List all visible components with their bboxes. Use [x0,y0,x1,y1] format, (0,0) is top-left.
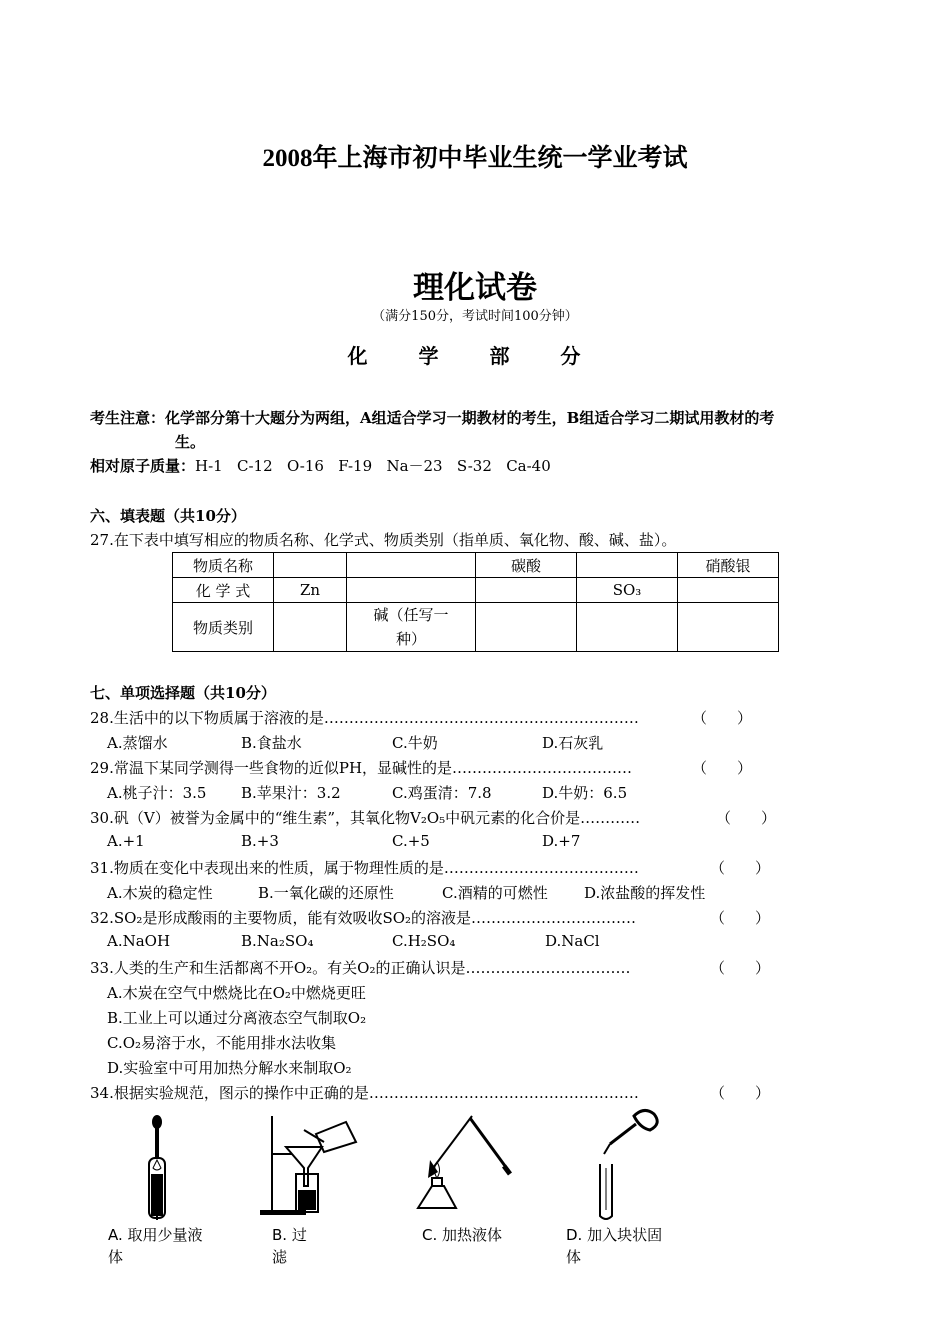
option-a[interactable]: A.桃子汁：3.5 [107,784,207,802]
q30-stem: 30.矾（V）被誉为金属中的“维生素”，其氧化物V₂O₅中矾元素的化合价是………… [90,809,641,827]
candidate-notice [90,406,870,454]
figure-caption-b [272,1224,307,1268]
solid-adding-figure[interactable] [590,1106,670,1226]
option-b[interactable]: B.工业上可以通过分离液态空气制取O₂ [107,1009,367,1027]
q32-stem: 32.SO₂是形成酸雨的主要物质，能有效吸收SO₂的溶液是…………………………… [90,909,637,927]
figure-caption-a [108,1224,203,1268]
caption-line: B. 过 [272,1226,307,1244]
caption-line: A. 取用少量液 [108,1226,203,1244]
table-cell[interactable] [678,578,779,603]
exam-title: 2008年上海市初中毕业生统一学业考试 [262,145,688,172]
option-a[interactable]: A.+1 [107,832,145,850]
atomic-mass-label: 相对原子质量： [90,457,196,475]
option-b[interactable]: B.+3 [241,832,279,850]
cell-text-line: 碱（任写一 [373,606,449,624]
option-c[interactable]: C.鸡蛋清：7.8 [392,784,492,802]
caption-line: D. 加入块状固 [566,1226,663,1244]
q29-stem: 29.常温下某同学测得一些食物的近似PH，显碱性的是……………………………… [90,759,633,777]
caption-line: 体 [566,1248,582,1266]
dropper-figure[interactable] [130,1112,190,1232]
option-d[interactable]: D.NaCl [545,932,600,950]
option-d[interactable]: D.石灰乳 [542,734,604,752]
q33-stem: 33.人类的生产和生活都离不开O₂。有关O₂的正确认识是…………………………… [90,959,631,977]
cell-text-line: 种） [395,630,426,648]
option-c[interactable]: C.+5 [392,832,430,850]
answer-blank[interactable]: （ ） [716,809,777,827]
option-d[interactable]: D.+7 [542,832,581,850]
substance-table [172,552,779,652]
table-cell[interactable] [347,578,476,603]
table-cell[interactable] [274,603,347,652]
q28-stem: 28.生活中的以下物质属于溶液的是……………………………………………………… [90,709,639,727]
option-d[interactable]: D.牛奶：6.5 [542,784,628,802]
q27-stem: 27.在下表中填写相应的物质名称、化学式、物质类别（指单质、氧化物、酸、碱、盐）。 [90,531,677,549]
table-cell[interactable] [577,603,678,652]
atomic-mass-values: H-1 C-12 O-16 F-19 Na－23 S-32 Ca-40 [195,457,551,475]
table-row [173,578,779,603]
table-cell: 化 学 式 [173,578,274,603]
table-cell: 硝酸银 [678,553,779,578]
paper-subtitle: （满分150分，考试时间100分钟） [372,309,578,324]
table-cell[interactable] [476,578,577,603]
answer-blank[interactable]: （ ） [710,959,771,977]
table-cell: Zn [274,578,347,603]
table-cell: 碳酸 [476,553,577,578]
answer-blank[interactable]: （ ） [710,1084,771,1102]
notice-label: 考生注意： [90,409,166,427]
option-a[interactable]: A.木炭的稳定性 [107,884,213,902]
q34-stem: 34.根据实验规范，图示的操作中正确的是……………………………………………… [90,1084,639,1102]
option-d[interactable]: D.实验室中可用加热分解水来制取O₂ [107,1059,352,1077]
figure-caption-d [566,1224,662,1268]
answer-blank[interactable]: （ ） [710,909,771,927]
answer-blank[interactable]: （ ） [692,709,753,727]
option-a[interactable]: A.蒸馏水 [107,734,168,752]
notice-text-line2: 生。 [175,433,206,451]
option-b[interactable]: B.食盐水 [241,734,302,752]
section-title: 化 学 部 分 [347,344,603,368]
caption-line: 滤 [272,1248,288,1266]
filtration-figure[interactable] [258,1112,363,1217]
paper-title: 理化试卷 [413,270,537,306]
option-b[interactable]: B.Na₂SO₄ [241,932,314,950]
table-cell[interactable] [678,603,779,652]
table-cell: 物质名称 [173,553,274,578]
option-b[interactable]: B.苹果汁：3.2 [241,784,341,802]
table-cell[interactable] [274,553,347,578]
option-c[interactable]: C.牛奶 [392,734,438,752]
option-c[interactable]: C.酒精的可燃性 [442,884,548,902]
answer-blank[interactable]: （ ） [710,859,771,877]
heating-figure[interactable] [410,1112,515,1217]
part7-heading: 七、单项选择题（共10分） [90,684,276,702]
option-d[interactable]: D.浓盐酸的挥发性 [584,884,706,902]
table-cell[interactable] [476,603,577,652]
notice-text-line1: 化学部分第十大题分为两组，A组适合学习一期教材的考生，B组适合学习二期试用教材的考 [165,409,775,427]
table-row [173,603,779,652]
option-a[interactable]: A.木炭在空气中燃烧比在O₂中燃烧更旺 [107,984,366,1002]
q31-stem: 31.物质在变化中表现出来的性质，属于物理性质的是………………………………… [90,859,639,877]
table-cell: 物质类别 [173,603,274,652]
caption-line: C. 加热液体 [422,1226,503,1244]
part6-heading: 六、填表题（共10分） [90,507,246,525]
option-c[interactable]: C.H₂SO₄ [392,932,456,950]
table-cell: SO₃ [577,578,678,603]
option-b[interactable]: B.一氧化碳的还原性 [258,884,394,902]
option-c[interactable]: C.O₂易溶于水，不能用排水法收集 [107,1034,337,1052]
table-cell [347,603,476,652]
option-a[interactable]: A.NaOH [107,932,171,950]
caption-line: 体 [108,1248,124,1266]
answer-blank[interactable]: （ ） [692,759,753,777]
atomic-mass-line [90,455,551,476]
table-cell[interactable] [577,553,678,578]
figure-caption-c [422,1224,502,1246]
table-cell[interactable] [347,553,476,578]
table-row [173,553,779,578]
